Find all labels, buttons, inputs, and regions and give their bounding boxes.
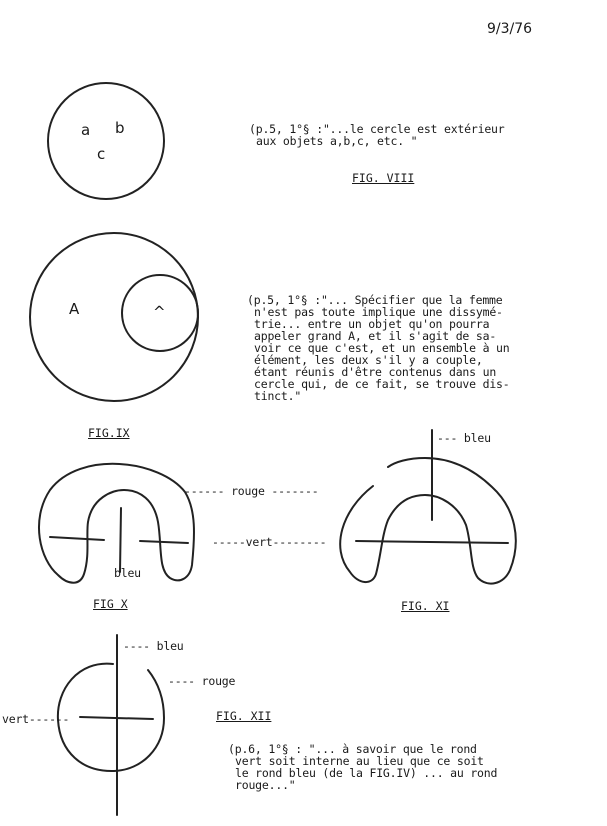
fig12-label-vert: vert------: [2, 712, 70, 726]
fig8-letter-c: c: [97, 145, 106, 163]
fig11-label-bleu: --- bleu: [437, 431, 491, 445]
fig8-circle: [48, 83, 164, 199]
fig9-quote-line: tinct.": [254, 389, 302, 403]
fig10-vert-right: [140, 541, 188, 543]
fig10-label-bleu: bleu: [114, 566, 141, 580]
fig12-label-rouge: ---- rouge: [168, 674, 236, 688]
fig9-quote-line: élément, les deux s'il y a couple,: [254, 353, 483, 367]
fig11-caption: FIG. XI: [401, 599, 450, 613]
fig12-quote-line: le rond bleu (de la FIG.IV) ... au rond: [235, 766, 498, 780]
fig10-horseshoe: [39, 464, 194, 583]
fig12-quote: [228, 743, 497, 791]
fig9-quote-line: (p.5, 1°§ :"... Spécifier que la femme: [247, 293, 503, 307]
fig12-label-bleu: ---- bleu: [123, 639, 184, 653]
fig9-letter-a-inner: ^: [153, 303, 166, 321]
fig9-quote-line: appeler grand A, et il s'agit de sa-: [254, 329, 497, 343]
fig10-bleu-line: [120, 508, 121, 572]
fig9-quote-line: étant réunis d'être contenus dans un: [254, 365, 497, 379]
fig9-quote-line: trie... entre un objet qu'on pourra: [254, 317, 490, 331]
fig10-label-vert: -----vert--------: [212, 535, 327, 549]
fig8-quote-line: aux objets a,b,c, etc. ": [256, 134, 418, 148]
fig11-horseshoe: [340, 458, 516, 584]
fig8-quote-line: (p.5, 1°§ :"...le cercle est extérieur: [249, 122, 505, 136]
fig8-letter-b: b: [115, 119, 125, 137]
fig10-caption: FIG X: [93, 597, 128, 611]
fig11-vert-line: [356, 541, 508, 543]
fig9-quote-line: voir ce que c'est, et un ensemble à un: [254, 341, 510, 355]
fig9-letter-a-outer: A: [69, 300, 80, 318]
fig9-outer-circle: [30, 233, 198, 401]
fig9-quote: [247, 294, 510, 402]
page-date: 9/3/76: [487, 21, 533, 37]
fig12-caption: FIG. XII: [216, 709, 272, 723]
fig8-quote: [249, 123, 505, 147]
fig9-caption: FIG.IX: [88, 426, 130, 440]
fig12-quote-line: rouge...": [235, 778, 296, 792]
fig12-quote-line: vert soit interne au lieu que ce soit: [235, 754, 484, 768]
fig8-caption: FIG. VIII: [352, 171, 415, 185]
fig12-vert-line: [80, 717, 153, 719]
fig9-quote-line: cercle qui, de ce fait, se trouve dis-: [254, 377, 510, 391]
fig9-quote-line: n'est pas toute implique une dissymé-: [254, 305, 503, 319]
fig12-quote-line: (p.6, 1°§ : "... à savoir que le rond: [228, 742, 477, 756]
fig10-label-rouge: ------ rouge -------: [184, 484, 319, 498]
fig10-vert-left: [50, 537, 104, 540]
fig8-letter-a: a: [81, 121, 91, 139]
